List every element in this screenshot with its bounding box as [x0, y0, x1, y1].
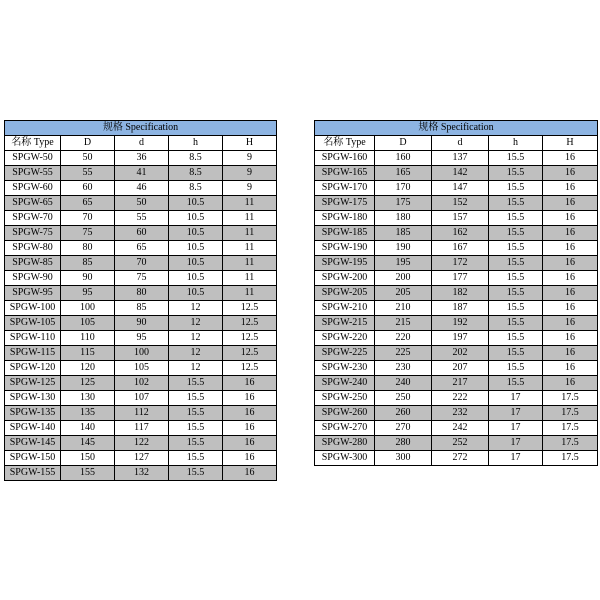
- cell-value: 12: [169, 316, 223, 331]
- cell-value: 150: [61, 451, 115, 466]
- cell-value: 10.5: [169, 196, 223, 211]
- cell-value: 80: [61, 241, 115, 256]
- cell-value: 182: [432, 286, 489, 301]
- cell-type: SPGW-160: [315, 151, 375, 166]
- cell-type: SPGW-270: [315, 421, 375, 436]
- cell-type: SPGW-195: [315, 256, 375, 271]
- table-row: [315, 226, 598, 241]
- table-row: [5, 271, 277, 286]
- table-row: [315, 451, 598, 466]
- cell-type: SPGW-165: [315, 166, 375, 181]
- cell-type: SPGW-150: [5, 451, 61, 466]
- cell-value: 250: [375, 391, 432, 406]
- table-row: [315, 181, 598, 196]
- cell-type: SPGW-100: [5, 301, 61, 316]
- table-row: [5, 376, 277, 391]
- cell-value: 17.5: [543, 436, 598, 451]
- cell-value: 112: [115, 406, 169, 421]
- cell-value: 17.5: [543, 391, 598, 406]
- cell-value: 15.5: [169, 391, 223, 406]
- cell-type: SPGW-155: [5, 466, 61, 481]
- cell-type: SPGW-260: [315, 406, 375, 421]
- cell-value: 15.5: [489, 241, 543, 256]
- cell-value: 65: [61, 196, 115, 211]
- cell-value: 16: [543, 376, 598, 391]
- table-row: [5, 346, 277, 361]
- cell-value: 17: [489, 451, 543, 466]
- cell-value: 8.5: [169, 181, 223, 196]
- cell-value: 207: [432, 361, 489, 376]
- cell-value: 185: [375, 226, 432, 241]
- cell-value: 155: [61, 466, 115, 481]
- cell-value: 205: [375, 286, 432, 301]
- cell-type: SPGW-115: [5, 346, 61, 361]
- cell-value: 110: [61, 331, 115, 346]
- cell-value: 225: [375, 346, 432, 361]
- cell-value: 17: [489, 406, 543, 421]
- cell-value: 232: [432, 406, 489, 421]
- cell-value: 12.5: [223, 331, 277, 346]
- cell-type: SPGW-60: [5, 181, 61, 196]
- cell-value: 12.5: [223, 301, 277, 316]
- cell-value: 217: [432, 376, 489, 391]
- cell-value: 95: [115, 331, 169, 346]
- cell-value: 240: [375, 376, 432, 391]
- cell-value: 16: [543, 301, 598, 316]
- cell-value: 270: [375, 421, 432, 436]
- cell-value: 17: [489, 436, 543, 451]
- cell-value: 15.5: [489, 226, 543, 241]
- cell-value: 165: [375, 166, 432, 181]
- cell-type: SPGW-170: [315, 181, 375, 196]
- table-row: [5, 301, 277, 316]
- cell-value: 172: [432, 256, 489, 271]
- cell-type: SPGW-300: [315, 451, 375, 466]
- table-row: [315, 271, 598, 286]
- spec-table-left: [4, 120, 277, 481]
- cell-value: 10.5: [169, 226, 223, 241]
- cell-value: 15.5: [489, 361, 543, 376]
- cell-value: 107: [115, 391, 169, 406]
- column-header-H: H: [543, 136, 598, 151]
- cell-value: 16: [223, 451, 277, 466]
- cell-value: 90: [115, 316, 169, 331]
- table-title: 规格 Specification: [5, 121, 277, 136]
- cell-value: 50: [61, 151, 115, 166]
- cell-value: 41: [115, 166, 169, 181]
- table-row: [5, 286, 277, 301]
- cell-value: 192: [432, 316, 489, 331]
- cell-value: 16: [543, 271, 598, 286]
- cell-value: 16: [543, 256, 598, 271]
- table-row: [315, 241, 598, 256]
- cell-type: SPGW-80: [5, 241, 61, 256]
- cell-value: 85: [61, 256, 115, 271]
- cell-value: 162: [432, 226, 489, 241]
- cell-value: 15.5: [489, 196, 543, 211]
- cell-type: SPGW-220: [315, 331, 375, 346]
- cell-value: 210: [375, 301, 432, 316]
- table-row: [315, 151, 598, 166]
- cell-value: 16: [543, 151, 598, 166]
- table-row: [5, 391, 277, 406]
- cell-value: 50: [115, 196, 169, 211]
- column-header-D: D: [375, 136, 432, 151]
- cell-value: 16: [223, 391, 277, 406]
- cell-value: 15.5: [169, 376, 223, 391]
- cell-value: 17: [489, 391, 543, 406]
- cell-value: 132: [115, 466, 169, 481]
- cell-value: 130: [61, 391, 115, 406]
- cell-value: 15.5: [489, 211, 543, 226]
- cell-value: 16: [543, 226, 598, 241]
- table-row: [315, 166, 598, 181]
- table-row: [5, 421, 277, 436]
- cell-value: 272: [432, 451, 489, 466]
- cell-value: 17.5: [543, 406, 598, 421]
- column-header-type: 名称 Type: [5, 136, 61, 151]
- cell-value: 15.5: [489, 346, 543, 361]
- cell-type: SPGW-205: [315, 286, 375, 301]
- cell-value: 16: [543, 196, 598, 211]
- cell-value: 10.5: [169, 286, 223, 301]
- cell-type: SPGW-180: [315, 211, 375, 226]
- cell-value: 15.5: [489, 331, 543, 346]
- table-row: [315, 301, 598, 316]
- table-row: [315, 196, 598, 211]
- cell-value: 75: [115, 271, 169, 286]
- column-header-h: h: [489, 136, 543, 151]
- cell-value: 80: [115, 286, 169, 301]
- cell-value: 177: [432, 271, 489, 286]
- cell-value: 127: [115, 451, 169, 466]
- cell-type: SPGW-110: [5, 331, 61, 346]
- cell-value: 11: [223, 211, 277, 226]
- cell-value: 105: [61, 316, 115, 331]
- cell-value: 230: [375, 361, 432, 376]
- spec-table-right: [314, 120, 598, 466]
- cell-type: SPGW-135: [5, 406, 61, 421]
- cell-value: 197: [432, 331, 489, 346]
- table-row: [5, 256, 277, 271]
- cell-value: 17.5: [543, 451, 598, 466]
- cell-type: SPGW-50: [5, 151, 61, 166]
- cell-value: 142: [432, 166, 489, 181]
- cell-value: 200: [375, 271, 432, 286]
- cell-value: 117: [115, 421, 169, 436]
- cell-value: 15.5: [489, 301, 543, 316]
- cell-type: SPGW-250: [315, 391, 375, 406]
- cell-value: 12: [169, 346, 223, 361]
- cell-value: 70: [115, 256, 169, 271]
- cell-value: 12: [169, 331, 223, 346]
- table-row: [315, 406, 598, 421]
- cell-value: 10.5: [169, 256, 223, 271]
- cell-value: 12: [169, 301, 223, 316]
- cell-value: 9: [223, 166, 277, 181]
- cell-value: 10.5: [169, 241, 223, 256]
- cell-type: SPGW-120: [5, 361, 61, 376]
- cell-value: 137: [432, 151, 489, 166]
- table-row: [5, 241, 277, 256]
- cell-type: SPGW-130: [5, 391, 61, 406]
- cell-value: 15.5: [169, 436, 223, 451]
- cell-value: 15.5: [489, 151, 543, 166]
- cell-value: 187: [432, 301, 489, 316]
- cell-value: 195: [375, 256, 432, 271]
- cell-value: 220: [375, 331, 432, 346]
- cell-value: 10.5: [169, 271, 223, 286]
- cell-value: 252: [432, 436, 489, 451]
- cell-type: SPGW-55: [5, 166, 61, 181]
- cell-value: 180: [375, 211, 432, 226]
- cell-value: 152: [432, 196, 489, 211]
- cell-type: SPGW-140: [5, 421, 61, 436]
- table-row: [315, 346, 598, 361]
- cell-type: SPGW-200: [315, 271, 375, 286]
- table-row: [315, 361, 598, 376]
- cell-value: 140: [61, 421, 115, 436]
- table-row: [315, 316, 598, 331]
- cell-value: 145: [61, 436, 115, 451]
- cell-value: 15.5: [169, 466, 223, 481]
- cell-value: 17: [489, 421, 543, 436]
- cell-value: 15.5: [489, 166, 543, 181]
- column-header-d: d: [432, 136, 489, 151]
- cell-value: 16: [543, 361, 598, 376]
- cell-value: 170: [375, 181, 432, 196]
- table-row: [315, 256, 598, 271]
- cell-value: 75: [61, 226, 115, 241]
- table-row: [315, 391, 598, 406]
- cell-type: SPGW-65: [5, 196, 61, 211]
- cell-value: 16: [223, 421, 277, 436]
- cell-value: 16: [543, 241, 598, 256]
- table-row: [315, 376, 598, 391]
- cell-value: 16: [223, 436, 277, 451]
- cell-value: 36: [115, 151, 169, 166]
- cell-value: 8.5: [169, 166, 223, 181]
- cell-type: SPGW-185: [315, 226, 375, 241]
- cell-value: 60: [61, 181, 115, 196]
- cell-type: SPGW-85: [5, 256, 61, 271]
- table-row: [5, 451, 277, 466]
- cell-value: 16: [543, 181, 598, 196]
- cell-type: SPGW-215: [315, 316, 375, 331]
- cell-value: 122: [115, 436, 169, 451]
- table-row: [5, 211, 277, 226]
- table-row: [315, 286, 598, 301]
- cell-value: 120: [61, 361, 115, 376]
- cell-value: 102: [115, 376, 169, 391]
- cell-type: SPGW-90: [5, 271, 61, 286]
- cell-value: 12.5: [223, 361, 277, 376]
- table-row: [5, 406, 277, 421]
- cell-value: 242: [432, 421, 489, 436]
- cell-value: 202: [432, 346, 489, 361]
- cell-value: 9: [223, 151, 277, 166]
- cell-value: 16: [543, 331, 598, 346]
- table-row: [315, 436, 598, 451]
- cell-type: SPGW-280: [315, 436, 375, 451]
- cell-value: 125: [61, 376, 115, 391]
- cell-type: SPGW-75: [5, 226, 61, 241]
- cell-value: 11: [223, 196, 277, 211]
- table-row: [5, 331, 277, 346]
- column-header-D: D: [61, 136, 115, 151]
- cell-value: 16: [543, 166, 598, 181]
- cell-type: SPGW-190: [315, 241, 375, 256]
- cell-value: 15.5: [169, 421, 223, 436]
- cell-value: 300: [375, 451, 432, 466]
- cell-value: 12: [169, 361, 223, 376]
- cell-type: SPGW-105: [5, 316, 61, 331]
- cell-value: 55: [115, 211, 169, 226]
- column-header-h: h: [169, 136, 223, 151]
- cell-value: 16: [223, 406, 277, 421]
- cell-value: 16: [543, 346, 598, 361]
- cell-value: 157: [432, 211, 489, 226]
- cell-value: 15.5: [489, 286, 543, 301]
- table-title: 规格 Specification: [315, 121, 598, 136]
- cell-value: 100: [115, 346, 169, 361]
- cell-value: 85: [115, 301, 169, 316]
- cell-value: 70: [61, 211, 115, 226]
- column-header-type: 名称 Type: [315, 136, 375, 151]
- cell-value: 16: [543, 211, 598, 226]
- cell-value: 16: [543, 286, 598, 301]
- cell-value: 60: [115, 226, 169, 241]
- table-row: [5, 436, 277, 451]
- cell-value: 15.5: [489, 376, 543, 391]
- cell-type: SPGW-145: [5, 436, 61, 451]
- cell-value: 65: [115, 241, 169, 256]
- table-row: [315, 421, 598, 436]
- cell-value: 11: [223, 241, 277, 256]
- table-row: [5, 166, 277, 181]
- cell-value: 90: [61, 271, 115, 286]
- cell-value: 215: [375, 316, 432, 331]
- cell-value: 280: [375, 436, 432, 451]
- cell-type: SPGW-230: [315, 361, 375, 376]
- cell-value: 15.5: [169, 406, 223, 421]
- cell-value: 12.5: [223, 316, 277, 331]
- cell-value: 17.5: [543, 421, 598, 436]
- cell-value: 15.5: [169, 451, 223, 466]
- cell-value: 160: [375, 151, 432, 166]
- cell-value: 95: [61, 286, 115, 301]
- cell-value: 167: [432, 241, 489, 256]
- table-row: [5, 196, 277, 211]
- table-row: [5, 361, 277, 376]
- column-header-H: H: [223, 136, 277, 151]
- table-row: [5, 466, 277, 481]
- cell-value: 46: [115, 181, 169, 196]
- cell-value: 15.5: [489, 181, 543, 196]
- table-row: [5, 181, 277, 196]
- cell-value: 16: [543, 316, 598, 331]
- cell-value: 11: [223, 271, 277, 286]
- cell-type: SPGW-95: [5, 286, 61, 301]
- cell-value: 55: [61, 166, 115, 181]
- cell-type: SPGW-70: [5, 211, 61, 226]
- table-row: [5, 151, 277, 166]
- cell-value: 16: [223, 376, 277, 391]
- table-row: [315, 331, 598, 346]
- cell-value: 8.5: [169, 151, 223, 166]
- table-row: [315, 211, 598, 226]
- cell-value: 9: [223, 181, 277, 196]
- cell-value: 16: [223, 466, 277, 481]
- cell-value: 175: [375, 196, 432, 211]
- cell-value: 190: [375, 241, 432, 256]
- cell-value: 135: [61, 406, 115, 421]
- cell-value: 11: [223, 286, 277, 301]
- cell-type: SPGW-240: [315, 376, 375, 391]
- cell-value: 11: [223, 226, 277, 241]
- cell-value: 100: [61, 301, 115, 316]
- table-row: [5, 226, 277, 241]
- cell-value: 12.5: [223, 346, 277, 361]
- cell-type: SPGW-210: [315, 301, 375, 316]
- column-header-d: d: [115, 136, 169, 151]
- cell-type: SPGW-125: [5, 376, 61, 391]
- cell-value: 147: [432, 181, 489, 196]
- cell-value: 115: [61, 346, 115, 361]
- cell-value: 11: [223, 256, 277, 271]
- cell-value: 15.5: [489, 256, 543, 271]
- cell-value: 105: [115, 361, 169, 376]
- table-row: [5, 316, 277, 331]
- cell-type: SPGW-175: [315, 196, 375, 211]
- cell-value: 10.5: [169, 211, 223, 226]
- cell-value: 15.5: [489, 271, 543, 286]
- cell-type: SPGW-225: [315, 346, 375, 361]
- cell-value: 260: [375, 406, 432, 421]
- cell-value: 15.5: [489, 316, 543, 331]
- cell-value: 222: [432, 391, 489, 406]
